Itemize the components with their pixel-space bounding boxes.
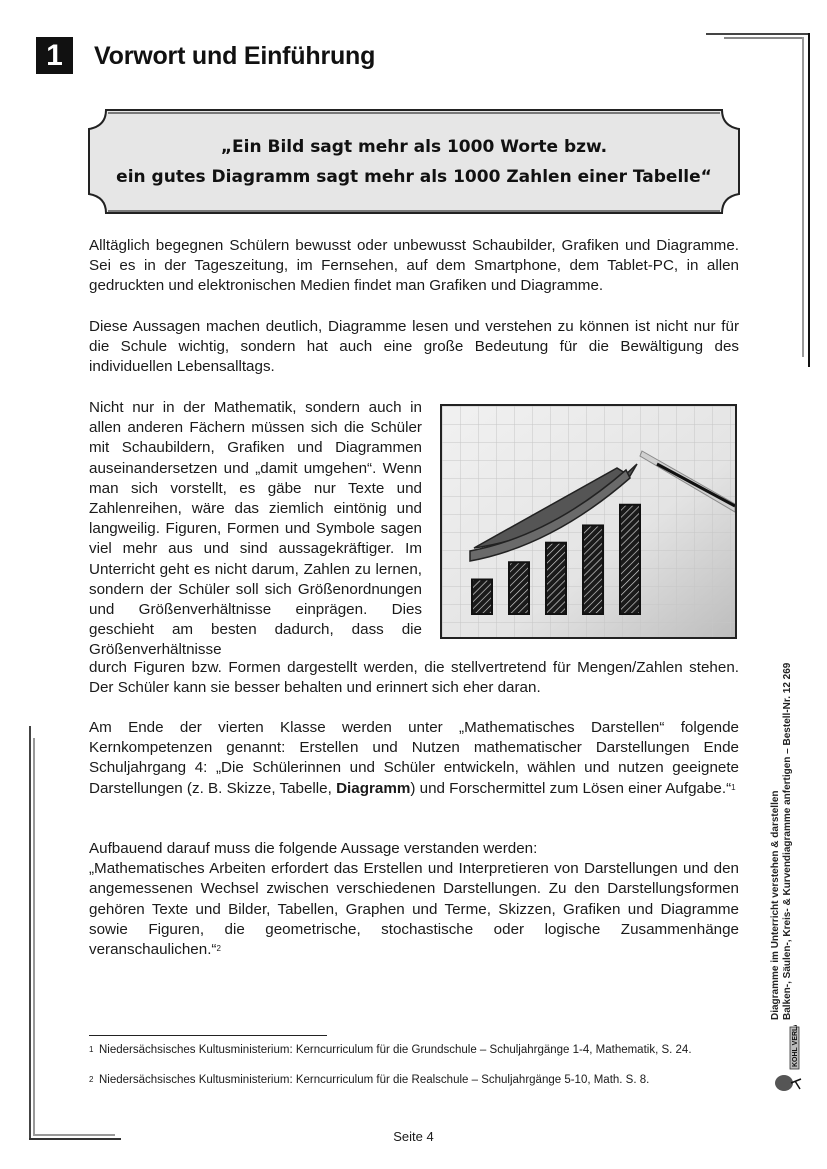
- quote-line-2: ein gutes Diagramm sagt mehr als 1000 Zahlen einer Tabelle“: [116, 166, 712, 187]
- footnote-ref-2[interactable]: 2: [216, 944, 221, 954]
- statement-intro: Aufbauend darauf muss die folgende Aussage verstanden werden:: [89, 840, 538, 857]
- footnote-1: [89, 1043, 739, 1057]
- hatched-bar-3: [546, 543, 566, 614]
- hatched-bar-5: [620, 505, 640, 614]
- competences-text-end: ) und Forschermittel zum Lösen einer Aufgabe.“: [410, 779, 732, 797]
- page-number: Seite 4: [393, 1129, 434, 1144]
- footnote-separator: [89, 1035, 327, 1036]
- frame-line-right-inner: [802, 37, 804, 357]
- frame-line-top-outer: [706, 33, 810, 35]
- footnote-ref-1[interactable]: 1: [731, 782, 736, 792]
- competences-bold-term: Diagramm: [336, 779, 411, 797]
- publisher-logo: [773, 1025, 803, 1095]
- paragraph-subjects-wrapped: Nicht nur in der Mathematik, sondern auch in allen anderen Fächern müssen sich die Schüler mit Schaubildern, Grafiken und Diagrammen auseinandersetzen und „damit umgehen“. Wenn man sich vorstellt, es gäbe nur Texte und Zahlenreihen, wäre das ziemlich eintönig und langweilig. Figuren, Formen und Symbole sagen viel mehr aus und sind aussagekräftiger. Im Unterricht geht es nicht darum, Zahlen zu lernen, sondern der Schüler soll sich Größenordnungen und Größenverhältnisse einprägen. Dies geschieht am besten dadurch, dass die Größenverhältnisse: [89, 399, 422, 659]
- statement-quote: „Mathematisches Arbeiten erfordert das Erstellen und Interpretieren von Darstellungen und den angemessenen Wechsel zwischen verschiedenen Darstellungen. Zu den Darstellungsformen gehören Texte und Bilder, Tabellen, Graphen und Terme, Skizzen, Grafiken und Diagramme sowie Figuren, die geometrische, stochastische oder logische Zusammenhänge veranschaulichen.“$^2$: [89, 860, 739, 959]
- paragraph-intro: Alltäglich begegnen Schülern bewusst oder unbewusst Schaubilder, Grafiken und Diagramme. Sei es in der Tageszeitung, im Fernsehen, auf dem Smartphone, dem Tablet-PC, in allen gedruckten und elektronischen Medien findet man Grafiken und Diagramme.: [89, 237, 739, 295]
- footnote-1-text: Niedersächsisches Kultusministerium: Kerncurriculum für die Grundschule – Schuljahrgänge 1-4, Mathematik, S. 24.: [99, 1044, 692, 1056]
- footnote-2-text: Niedersächsisches Kultusministerium: Kerncurriculum für die Realschule – Schuljahrgänge 5-10, Math. S. 8.: [99, 1074, 650, 1086]
- sidebar-product-info: [770, 650, 820, 1020]
- chapter-number: 1: [36, 37, 73, 74]
- competences-text-start: Am Ende der vierten Klasse werden unter „Mathematisches Darstellen“ folgende Kernkompetenzen genannt: Erstellen und Nutzen mathematischer Darstellungen Ende Schuljahrgang 4: „Die Schülerinnen und Schüler entwickeln, wählen und nutzen geeignete Darstellungen (z. B. Skizze, Tabelle,: [89, 719, 739, 797]
- bar-chart-photo: [440, 404, 737, 639]
- hatched-bar-2: [509, 562, 529, 614]
- quote-line-1: „Ein Bild sagt mehr als 1000 Worte bzw.: [220, 136, 608, 157]
- frame-line-top-inner: [724, 37, 804, 39]
- paragraph-subjects-continued: durch Figuren bzw. Formen dargestellt werden, die stellvertretend für Mengen/Zahlen stehen. Der Schüler kann sie besser behalten und erinnert sich eher daran.: [89, 659, 739, 697]
- bar-chart-illustration: [442, 406, 735, 637]
- frame-line-left-inner: [33, 738, 35, 1135]
- hatched-bar-4: [583, 525, 603, 614]
- paragraph-statement: [89, 839, 739, 960]
- sidebar-line-title: Diagramme im Unterricht verstehen & darstellen: [770, 790, 781, 1020]
- frame-line-left-outer: [29, 726, 31, 1139]
- chapter-title: Vorwort und Einführung: [94, 42, 376, 70]
- quote-box: [88, 109, 740, 214]
- footnote-2: [89, 1073, 739, 1087]
- footnote-2-number: 2: [89, 1075, 94, 1084]
- publisher-name: KOHL VERLAG: [792, 1025, 799, 1067]
- footnote-1-number: 1: [89, 1045, 94, 1054]
- kohl-verlag-logo-icon: [773, 1025, 803, 1095]
- quote-text: [88, 109, 740, 214]
- hatched-bar-1: [472, 580, 492, 615]
- paragraph-competences: [89, 718, 739, 799]
- frame-line-right-outer: [808, 33, 810, 367]
- paragraph-importance: Diese Aussagen machen deutlich, Diagramme lesen und verstehen zu können ist nicht nur für die Schule wichtig, sondern hat auch eine große Bedeutung für die Bewältigung des individuellen Lebensalltags.: [89, 318, 739, 376]
- sidebar-line-subtitle: Balken-, Säulen-, Kreis- & Kurvendiagramme anfertigen – Bestell-Nr. 12 269: [782, 662, 793, 1020]
